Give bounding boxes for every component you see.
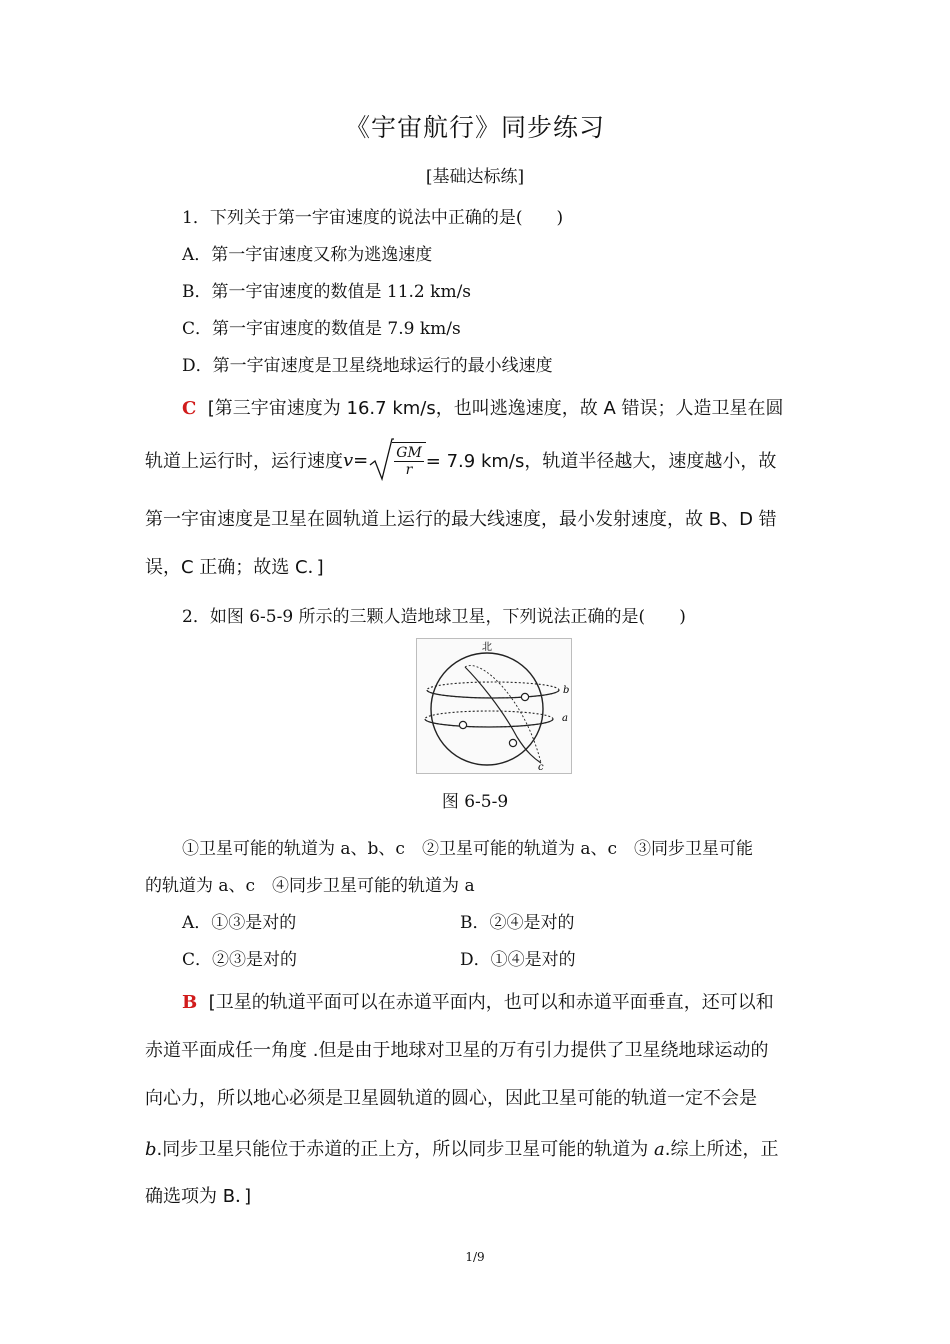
label-north: 北	[482, 642, 492, 653]
q1-explanation-line4: 误，C 正确；故选 C．]	[145, 557, 324, 578]
q1-explanation-text1: [第三宇宙速度为 16.7 km/s，也叫逃逸速度，故 A 错误；人造卫星在圆	[207, 398, 784, 419]
sqrt-radical-icon	[368, 437, 394, 483]
q1-explanation-line3: 第一宇宙速度是卫星在圆轨道上运行的最大线速度，最小发射速度，故 B、D 错	[145, 509, 777, 530]
q1-option-b: B．第一宇宙速度的数值是 11.2 km/s	[182, 282, 472, 302]
velocity-symbol: v	[343, 449, 354, 471]
q1-explanation-text2a: 轨道上运行时，运行速度	[145, 451, 343, 472]
section-heading: [基础达标练]	[425, 167, 525, 187]
orbit-diagram	[417, 639, 571, 773]
q1-option-a: A．第一宇宙速度又称为逃逸速度	[182, 245, 433, 265]
fraction-denominator: r	[405, 462, 413, 478]
q2-statements-line2: 的轨道为 a、c ④同步卫星可能的轨道为 a	[145, 876, 475, 896]
fraction	[392, 442, 426, 478]
satellite-a	[459, 721, 466, 728]
q2-stem: 2．如图 6-5-9 所示的三颗人造地球卫星，下列说法正确的是( )	[182, 607, 686, 627]
label-c: c	[538, 762, 544, 773]
q2-option-a: A．①③是对的	[182, 913, 297, 933]
q2-explanation-line2: 赤道平面成任一角度 .但是由于地球对卫星的万有引力提供了卫星绕地球运动的	[145, 1040, 769, 1061]
q2-explanation-line1	[182, 988, 774, 1014]
label-b: b	[563, 685, 570, 696]
q2-explanation-text4-end: .综上所述，正	[664, 1139, 779, 1160]
q2-explanation-line4	[145, 1135, 778, 1161]
fraction-numerator: GM	[396, 445, 422, 461]
satellite-c	[509, 739, 516, 746]
q1-explanation-line1	[182, 394, 783, 420]
q1-answer-letter: C	[182, 398, 197, 419]
orbit-a-ref: a	[653, 1139, 665, 1160]
q2-explanation-line3: 向心力，所以地心必须是卫星圆轨道的圆心，因此卫星可能的轨道一定不会是	[145, 1088, 757, 1109]
earth-circle	[431, 653, 543, 765]
q1-option-d: D．第一宇宙速度是卫星绕地球运行的最小线速度	[182, 356, 553, 376]
document-title: 《宇宙航行》同步练习	[344, 113, 605, 142]
q2-explanation-line5: 确选项为 B．]	[145, 1186, 252, 1207]
q2-option-d: D．①④是对的	[460, 950, 576, 970]
orbit-a-front	[425, 719, 553, 727]
q1-option-c: C．第一宇宙速度的数值是 7.9 km/s	[182, 319, 461, 339]
q2-answer-letter: B	[182, 992, 198, 1013]
q2-option-b: B．②④是对的	[460, 913, 575, 933]
orbit-b-ref: b	[145, 1139, 157, 1160]
figure-caption: 图 6-5-9	[441, 792, 509, 812]
q1-explanation-text2b: = 7.9 km/s，轨道半径越大，速度越小，故	[425, 451, 777, 472]
q1-stem: 1．下列关于第一宇宙速度的说法中正确的是( )	[182, 208, 564, 228]
orbit-b-front	[427, 690, 559, 698]
q2-option-c: C．②③是对的	[182, 950, 298, 970]
q1-explanation-line2	[145, 436, 776, 484]
label-a: a	[562, 713, 568, 724]
satellite-orbit-figure	[416, 638, 572, 774]
equals-sign: =	[353, 449, 369, 471]
sqrt-expression	[368, 437, 426, 483]
orbit-c	[465, 667, 541, 763]
satellite-b	[521, 693, 528, 700]
q2-statements-line1: ①卫星可能的轨道为 a、b、c ②卫星可能的轨道为 a、c ③同步卫星可能	[182, 839, 754, 859]
page-number: 1/9	[465, 1250, 485, 1264]
q2-explanation-text1: [卫星的轨道平面可以在赤道平面内，也可以和赤道平面垂直，还可以和	[208, 992, 774, 1013]
q2-explanation-text4: .同步卫星只能位于赤道的正上方，所以同步卫星可能的轨道为	[156, 1139, 654, 1160]
